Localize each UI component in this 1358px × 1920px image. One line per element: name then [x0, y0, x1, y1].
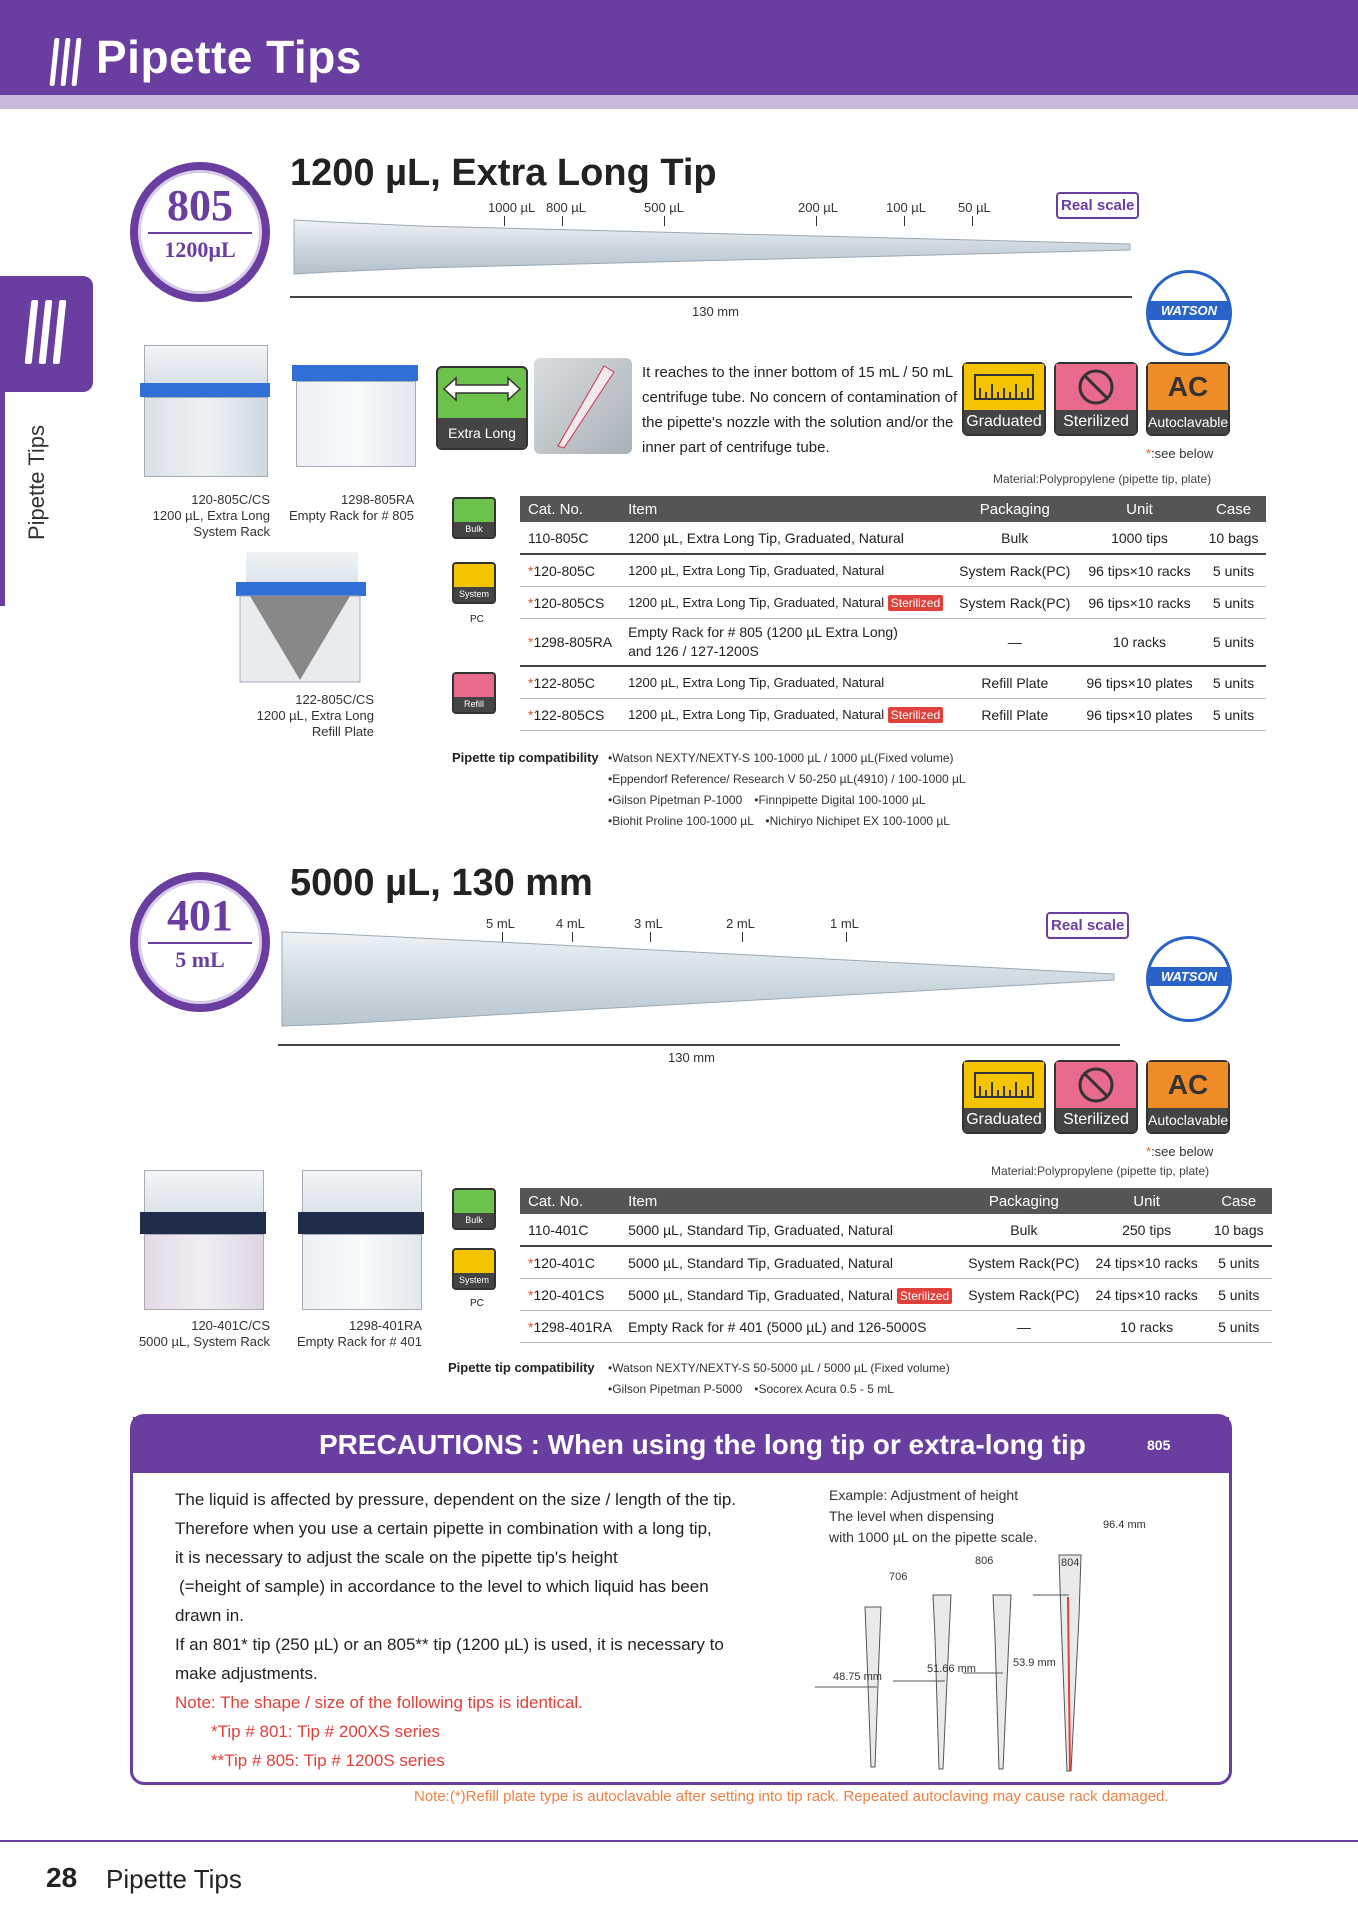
- compatibility-item: •Biohit Proline 100-1000 µL •Nichiryo Nichipet EX 100-1000 µL: [608, 814, 950, 828]
- badge-volume: 1200µL: [164, 237, 236, 262]
- unit: 10 racks: [1087, 1311, 1205, 1343]
- table-row: *120-805C 1200 µL, Extra Long Tip, Graduated, Natural System Rack(PC) 96 tips×10 racks 5 units: [520, 554, 1266, 587]
- table-header: Packaging: [951, 496, 1078, 522]
- product-desc: 1200 µL, Extra Long: [256, 708, 374, 723]
- precaution-note: *Tip # 801: Tip # 200XS series: [211, 1722, 441, 1741]
- extra-long-badge: [436, 366, 528, 450]
- tip-height: 53.9 mm: [1013, 1657, 1056, 1669]
- scale-label: 200 µL: [798, 200, 839, 215]
- table-row: *122-805C 1200 µL, Extra Long Tip, Graduated, Natural Refill Plate 96 tips×10 plates 5 units: [520, 666, 1266, 699]
- table-row: *1298-805RA Empty Rack for # 805 (1200 µL Extra Long) and 126 / 127-1200S — 10 racks 5 units: [520, 619, 1266, 667]
- sterilized-tag: Sterilized: [897, 1288, 952, 1304]
- cat-no: 1298-401RA: [533, 1318, 613, 1335]
- precaution-note: **Tip # 805: Tip # 1200S series: [211, 1751, 445, 1770]
- item: 5000 µL, Standard Tip, Graduated, Natural: [628, 1286, 893, 1303]
- section-title: 1200 µL, Extra Long Tip: [290, 152, 717, 194]
- product-desc: System Rack: [193, 524, 270, 539]
- table-header: Unit: [1078, 496, 1200, 522]
- pipette-tip-805-image: [290, 216, 1132, 280]
- unit: 24 tips×10 racks: [1087, 1279, 1205, 1311]
- system-rack-icon: [452, 562, 496, 614]
- pc-label: PC: [470, 614, 484, 625]
- feature-autoclavable: AC Autoclavable: [1146, 362, 1230, 436]
- pc-label: PC: [470, 1298, 484, 1309]
- table-header: Item: [620, 1188, 960, 1214]
- unit: 10 racks: [1078, 619, 1200, 667]
- item: 1200 µL, Extra Long Tip, Graduated, Natural: [628, 707, 885, 722]
- length-line: [278, 1044, 1120, 1046]
- centrifuge-tube-image: [534, 358, 632, 454]
- table-row: [520, 522, 1266, 554]
- table-header: Case: [1201, 496, 1267, 522]
- item: 1200 µL, Extra Long Tip, Graduated, Natural: [628, 595, 885, 610]
- case: 5 units: [1206, 1279, 1272, 1311]
- precaution-line: If an 801* tip (250 µL) or an 805** tip (1200 µL) is used, it is necessary to: [175, 1635, 724, 1654]
- unit: 250 tips: [1087, 1214, 1205, 1246]
- case: 5 units: [1201, 699, 1267, 731]
- unit: 24 tips×10 racks: [1087, 1246, 1205, 1279]
- cat-no: 110-805C: [528, 529, 589, 546]
- cat-no: 120-805CS: [533, 594, 605, 611]
- watson-guarantee-seal: [1146, 936, 1232, 1022]
- table-row: *120-401CS 5000 µL, Standard Tip, Graduated, Natural Sterilized System Rack(PC) 24 tips×10 racks 5 units: [520, 1279, 1272, 1311]
- refill-plate-icon-label: Refill Plate: [454, 697, 494, 712]
- badge-number: 805: [167, 181, 233, 230]
- footer-line: [0, 1840, 1358, 1842]
- precautions-corner-label: 805: [1147, 1437, 1171, 1453]
- precaution-note: Note: The shape / size of the following tips is identical.: [175, 1693, 583, 1712]
- product-desc: Refill Plate: [311, 724, 374, 739]
- tip-label: 806: [975, 1555, 994, 1567]
- product-badge-401: [130, 872, 270, 1012]
- packaging: System Rack(PC): [951, 554, 1078, 587]
- precaution-line: (=height of sample) in accordance to the level to which liquid has been: [179, 1577, 709, 1596]
- compatibility-item: •Watson NEXTY/NEXTY-S 50-5000 µL / 5000 µL (Fixed volume): [608, 1361, 950, 1375]
- cat-no: 122-805CS: [533, 706, 605, 723]
- scale-label: 3 mL: [634, 916, 663, 931]
- scale-label: 2 mL: [726, 916, 755, 931]
- tip-height: 96.4 mm: [1103, 1519, 1146, 1531]
- feature-label: Autoclavable: [1148, 410, 1228, 434]
- product-code: 120-805C/CS: [191, 492, 270, 507]
- compatibility-heading: Pipette tip compatibility: [448, 1360, 595, 1375]
- seal-brand: WATSON: [1149, 967, 1229, 986]
- compatibility-item: •Watson NEXTY/NEXTY-S 100-1000 µL / 1000 µL(Fixed volume): [608, 751, 954, 765]
- cat-no: 1298-805RA: [533, 634, 613, 650]
- unit: 1000 tips: [1078, 522, 1200, 554]
- scale-label: 500 µL: [644, 200, 685, 215]
- table-row: *120-805CS 1200 µL, Extra Long Tip, Graduated, Natural Sterilized System Rack(PC) 96 tips×10 racks 5 units: [520, 587, 1266, 619]
- refill-plate-icon: [452, 672, 496, 724]
- precaution-line: drawn in.: [175, 1606, 244, 1625]
- bulk-icon-label: Bulk: [454, 1213, 494, 1228]
- product-image-system-rack: [140, 345, 270, 475]
- table-header: Unit: [1087, 1188, 1205, 1214]
- feature-graduated: [962, 1060, 1046, 1134]
- product-desc: 1200 µL, Extra Long: [152, 508, 270, 523]
- product-image-empty-rack: [298, 1170, 424, 1310]
- extra-long-label: Extra Long: [438, 418, 526, 448]
- product-desc: Empty Rack for # 401: [297, 1334, 422, 1349]
- table-header: Cat. No.: [520, 496, 620, 522]
- length-line: [290, 296, 1132, 298]
- page-number: 28: [46, 1862, 78, 1893]
- compatibility-item: •Eppendorf Reference/ Research V 50-250 µL(4910) / 100-1000 µL: [608, 772, 966, 786]
- case: 5 units: [1201, 619, 1267, 667]
- sterilized-tag: Sterilized: [888, 595, 943, 611]
- item: and 126 / 127-1200S: [628, 643, 759, 659]
- item: Empty Rack for # 805 (1200 µL Extra Long): [628, 624, 898, 640]
- scale-label: 100 µL: [886, 200, 927, 215]
- product-desc: Empty Rack for # 805: [289, 508, 414, 523]
- precaution-line: make adjustments.: [175, 1664, 318, 1683]
- side-tab-icon: [26, 300, 66, 366]
- case: 10 bags: [1201, 522, 1267, 554]
- real-scale-label: Real scale: [1056, 192, 1139, 219]
- table-row: *122-805CS 1200 µL, Extra Long Tip, Graduated, Natural Sterilized Refill Plate 96 tips×10 plates 5 units: [520, 699, 1266, 731]
- packaging: System Rack(PC): [960, 1246, 1087, 1279]
- product-code: 1298-805RA: [341, 492, 414, 507]
- cat-no: 120-401C: [533, 1254, 595, 1271]
- pipette-tip-401-image: [278, 928, 1118, 1030]
- precaution-line: it is necessary to adjust the scale on the pipette tip's height: [175, 1548, 618, 1567]
- packaging: —: [951, 619, 1078, 667]
- unit: 96 tips×10 plates: [1078, 699, 1200, 731]
- tip-label: 706: [889, 1571, 908, 1583]
- footer-label: Pipette Tips: [106, 1864, 242, 1894]
- product-code: 120-401C/CS: [191, 1318, 270, 1333]
- length-label: 130 mm: [692, 304, 739, 319]
- product-image-system-rack: [140, 1170, 266, 1310]
- tip-height: 51.66 mm: [927, 1663, 976, 1675]
- watson-guarantee-seal: [1146, 270, 1232, 356]
- feature-label: Sterilized: [1056, 1108, 1136, 1132]
- case: 5 units: [1201, 587, 1267, 619]
- compatibility-heading: Pipette tip compatibility: [452, 750, 599, 765]
- badge-volume: 5 mL: [175, 947, 225, 972]
- pipette-tips-logo-icon: [48, 38, 84, 88]
- packaging: —: [960, 1311, 1087, 1343]
- product-image-refill-plate: [236, 552, 366, 682]
- feature-label: Autoclavable: [1148, 1108, 1228, 1132]
- system-rack-icon-label: System Rack: [454, 587, 494, 602]
- feature-sterilized: [1054, 1060, 1138, 1134]
- scale-label: 5 mL: [486, 916, 515, 931]
- asterisk-mark: *: [1146, 1144, 1152, 1159]
- packaging: Bulk: [960, 1214, 1087, 1246]
- item: Empty Rack for # 401 (5000 µL) and 126-5000S: [620, 1311, 960, 1343]
- example-line: with 1000 µL on the pipette scale.: [829, 1529, 1038, 1545]
- bulk-icon: [452, 1188, 496, 1230]
- scale-label: 50 µL: [958, 200, 991, 215]
- scale-label: 1 mL: [830, 916, 859, 931]
- packaging: Bulk: [951, 522, 1078, 554]
- sterilized-tag: Sterilized: [888, 707, 943, 723]
- feature-autoclavable: AC Autoclavable: [1146, 1060, 1230, 1134]
- item: 1200 µL, Extra Long Tip, Graduated, Natural: [620, 554, 951, 587]
- packaging: Refill Plate: [951, 699, 1078, 731]
- feature-sterilized: [1054, 362, 1138, 436]
- case: 5 units: [1201, 554, 1267, 587]
- packaging: System Rack(PC): [960, 1279, 1087, 1311]
- table-row: *1298-401RA Empty Rack for # 401 (5000 µL) and 126-5000S — 10 racks 5 units: [520, 1311, 1272, 1343]
- cat-no: 120-805C: [533, 562, 595, 579]
- product-image-empty-rack: [292, 345, 418, 465]
- product-code: 1298-401RA: [349, 1318, 422, 1333]
- section-title: 5000 µL, 130 mm: [290, 862, 593, 904]
- case: 5 units: [1201, 666, 1267, 699]
- product-code: 122-805C/CS: [295, 692, 374, 707]
- badge-number: 401: [167, 891, 233, 940]
- material-label: Material:Polypropylene (pipette tip, plate): [993, 472, 1212, 486]
- ruler-icon: [974, 1072, 1034, 1098]
- example-line: Example: Adjustment of height: [829, 1487, 1019, 1503]
- unit: 96 tips×10 plates: [1078, 666, 1200, 699]
- product-desc: 5000 µL, System Rack: [138, 1334, 270, 1349]
- asterisk-mark: *: [1146, 446, 1152, 461]
- product-description: It reaches to the inner bottom of 15 mL / 50 mL centrifuge tube. No concern of contamination of the pipette's nozzle with the solution and/or the inner part of centrifuge tube.: [642, 364, 958, 456]
- unit: 96 tips×10 racks: [1078, 554, 1200, 587]
- table-header: Cat. No.: [520, 1188, 620, 1214]
- table-header: Case: [1206, 1188, 1272, 1214]
- system-rack-icon-label: System Rack: [454, 1273, 494, 1288]
- scale-label: 4 mL: [556, 916, 585, 931]
- item: 1200 µL, Extra Long Tip, Graduated, Natural: [620, 666, 951, 699]
- product-badge-805: [130, 162, 270, 302]
- item: 1200 µL, Extra Long Tip, Graduated, Natural: [620, 522, 951, 554]
- cat-no: 110-401C: [528, 1221, 589, 1238]
- bulk-icon: [452, 497, 496, 539]
- cat-no: 122-805C: [533, 674, 595, 691]
- precaution-line: The liquid is affected by pressure, dependent on the size / length of the tip.: [175, 1490, 737, 1509]
- ruler-icon: [974, 374, 1034, 400]
- no-germ-icon: [1076, 367, 1116, 407]
- case: 10 bags: [1206, 1214, 1272, 1246]
- bulk-icon-label: Bulk: [454, 522, 494, 537]
- cat-no: 120-401CS: [533, 1286, 605, 1303]
- feature-label: Sterilized: [1056, 410, 1136, 434]
- example-line: The level when dispensing: [829, 1508, 994, 1524]
- scale-label: 800 µL: [546, 200, 587, 215]
- unit: 96 tips×10 racks: [1078, 587, 1200, 619]
- table-header: Packaging: [960, 1188, 1087, 1214]
- table-row: [520, 1214, 1272, 1246]
- item: 5000 µL, Standard Tip, Graduated, Natural: [620, 1246, 960, 1279]
- compatibility-item: •Gilson Pipetman P-5000 •Socorex Acura 0.5 - 5 mL: [608, 1382, 894, 1396]
- tip-height: 48.75 mm: [833, 1671, 882, 1683]
- table-header: Item: [620, 496, 951, 522]
- see-below-label: :see below: [1151, 1144, 1214, 1159]
- catalog-table-805: [520, 496, 1266, 731]
- header-stripe: [0, 95, 1358, 109]
- precautions-title: PRECAUTIONS : When using the long tip or extra-long tip: [319, 1429, 1086, 1460]
- no-germ-icon: [1076, 1065, 1116, 1105]
- precautions-box: [130, 1414, 1232, 1785]
- case: 5 units: [1206, 1311, 1272, 1343]
- side-tab-label: Pipette Tips: [24, 425, 49, 540]
- compatibility-item: •Gilson Pipetman P-1000 •Finnpipette Digital 100-1000 µL: [608, 793, 926, 807]
- see-below-label: :see below: [1151, 446, 1214, 461]
- packaging: Refill Plate: [951, 666, 1078, 699]
- table-row: *120-401C 5000 µL, Standard Tip, Graduated, Natural System Rack(PC) 24 tips×10 racks 5 units: [520, 1246, 1272, 1279]
- bottom-note: Note:(*)Refill plate type is autoclavable after setting into tip rack. Repeated autoclaving may cause rack damaged.: [414, 1788, 1169, 1805]
- packaging: System Rack(PC): [951, 587, 1078, 619]
- page-title: Pipette Tips: [96, 31, 362, 83]
- length-label: 130 mm: [668, 1050, 715, 1065]
- material-label: Material:Polypropylene (pipette tip, plate): [991, 1164, 1210, 1178]
- real-scale-label: Real scale: [1046, 912, 1129, 939]
- feature-label: Graduated: [964, 410, 1044, 434]
- seal-brand: WATSON: [1149, 301, 1229, 320]
- system-rack-icon: [452, 1248, 496, 1300]
- item: 5000 µL, Standard Tip, Graduated, Natural: [620, 1214, 960, 1246]
- feature-graduated: [962, 362, 1046, 436]
- catalog-table-401: [520, 1188, 1272, 1343]
- case: 5 units: [1206, 1246, 1272, 1279]
- tip-label: 804: [1061, 1557, 1080, 1569]
- scale-label: 1000 µL: [488, 200, 536, 215]
- precaution-line: Therefore when you use a certain pipette in combination with a long tip,: [175, 1519, 712, 1538]
- feature-label: Graduated: [964, 1108, 1044, 1132]
